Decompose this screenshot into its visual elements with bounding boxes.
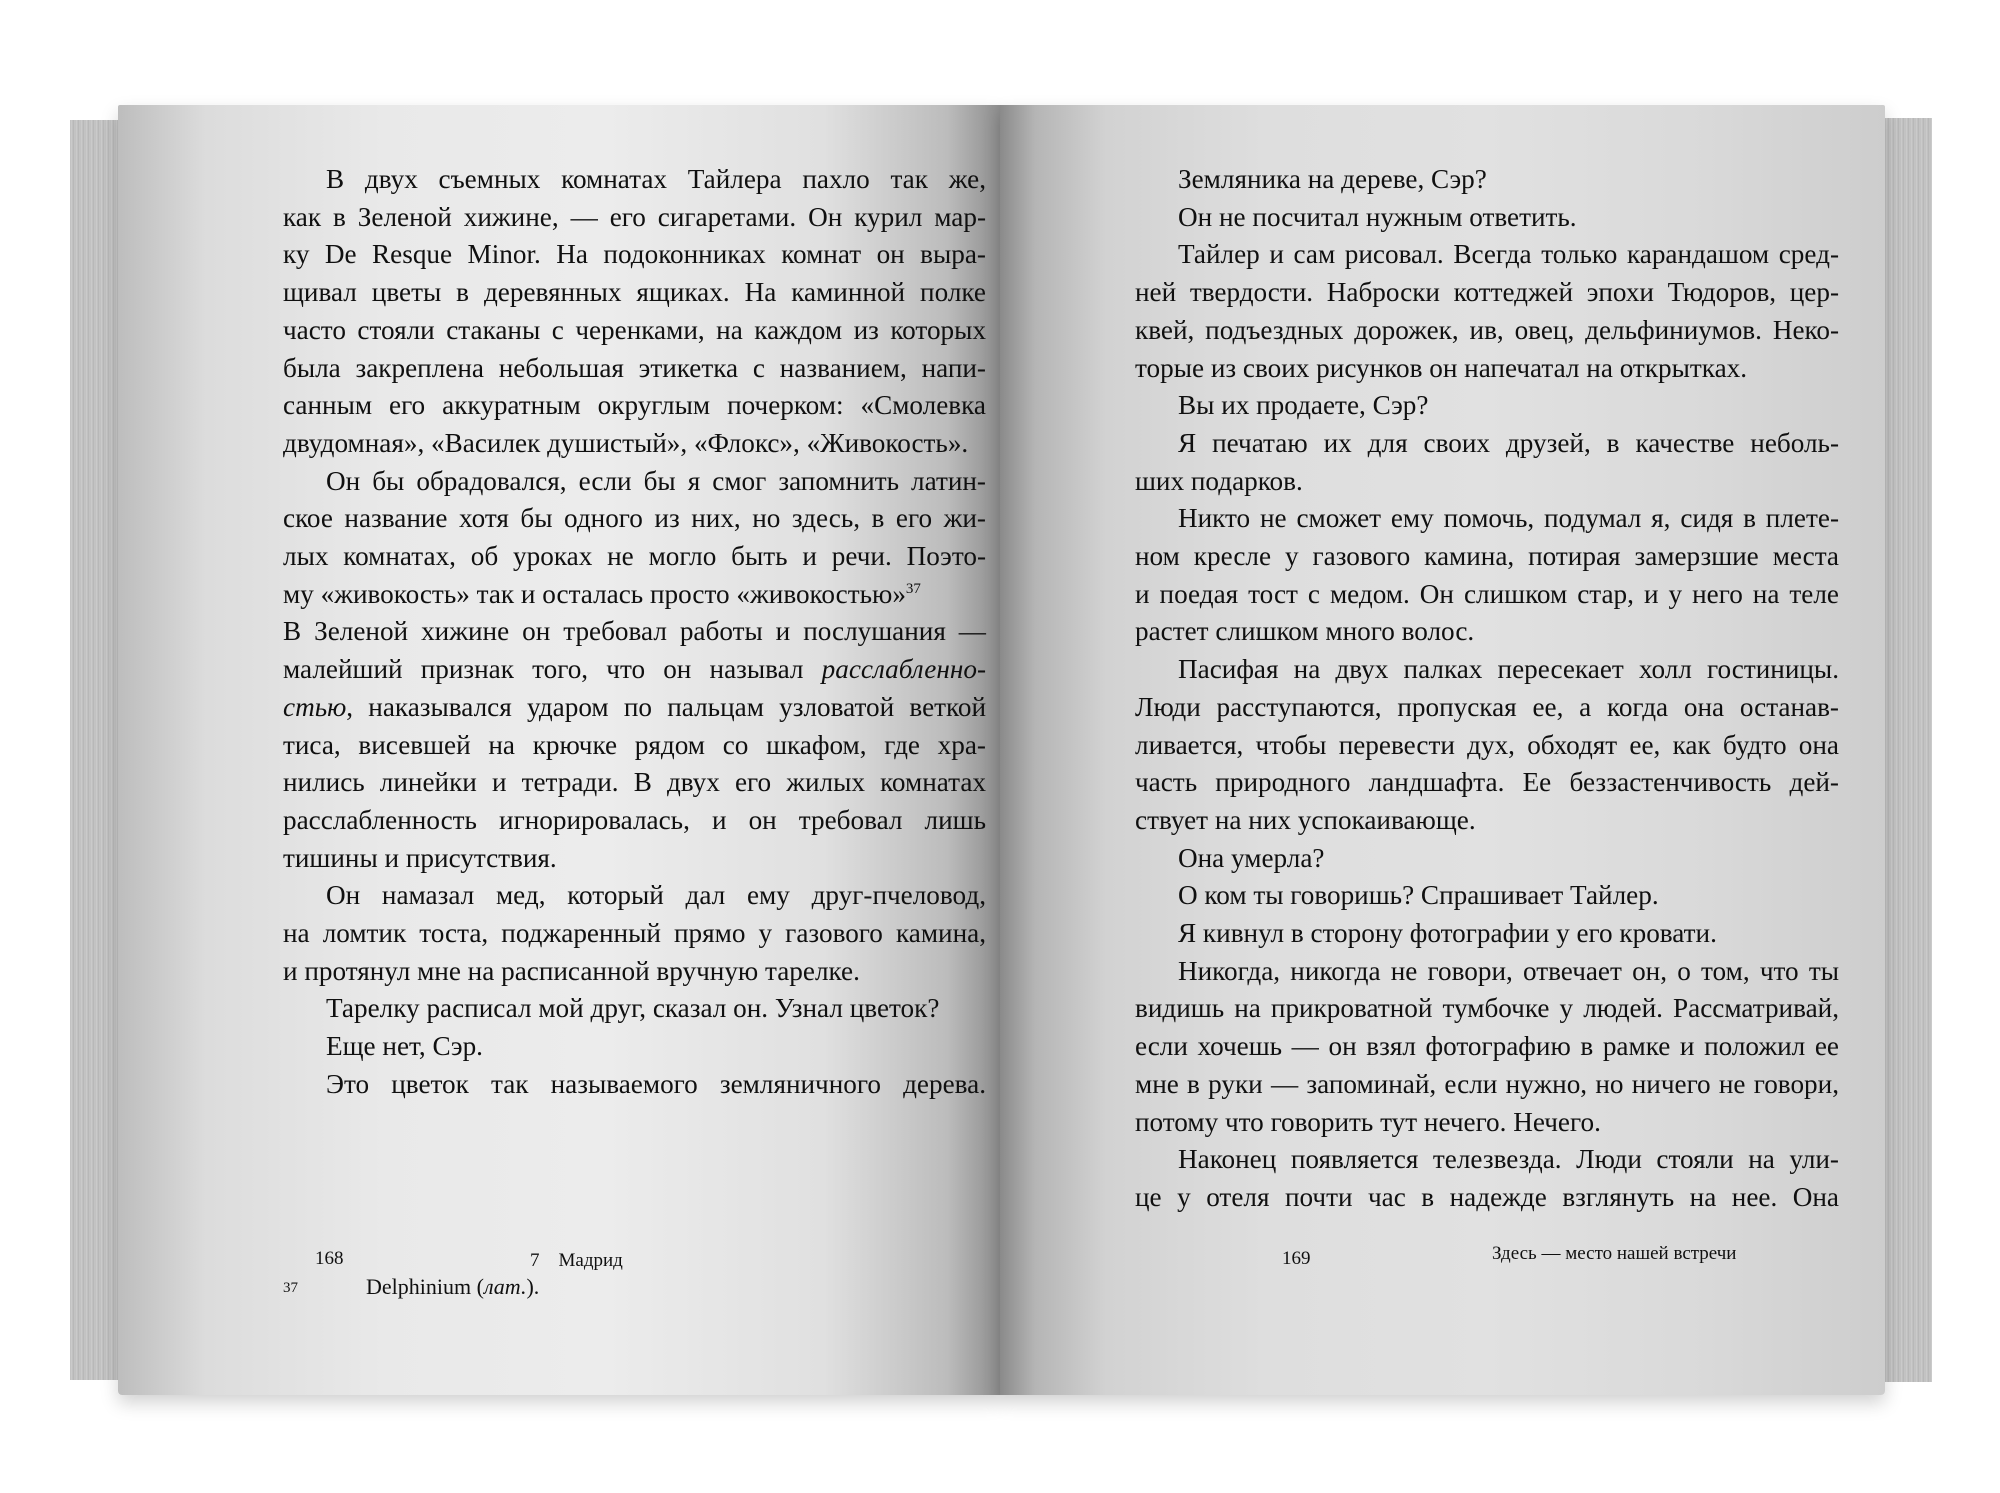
text-line: нились линейки и тетради. В двух его жилых комнатах	[283, 767, 986, 798]
text-line: Пасифая на двух палках пересекает холл гостиницы.	[1178, 654, 1839, 685]
text-line: Тарелку расписал мой друг, сказал он. Узнал цветок?	[326, 993, 940, 1024]
text-line: му «живокость» так и осталась просто «живокостью»$^{37}$	[283, 578, 921, 609]
footnote-marker: 37	[905, 580, 921, 597]
text-line: Это цветок так называемого земляничного дерева.	[326, 1068, 986, 1099]
text-line: Никто не сможет ему помочь, подумал я, сидя в плете-	[1178, 503, 1839, 534]
text-line: В Зеленой хижине он требовал работы и послушания —	[283, 616, 986, 647]
text-line: Я печатаю их для своих друзей, в качестве неболь-	[1178, 427, 1839, 458]
text-line: Он не посчитал нужным ответить.	[1178, 201, 1577, 232]
text-line: и протянул мне на расписанной вручную тарелке.	[283, 955, 860, 986]
text-line: была закреплена небольшая этикетка с названием, напи-	[283, 352, 986, 383]
text-line: ствует на них успокаивающе.	[1135, 804, 1476, 835]
text-line: расслабленность игнорировалась, и он требовал лишь	[283, 804, 986, 835]
text-line: В двух съемных комнатах Тайлера пахло так же,	[326, 164, 986, 194]
text-line: ку De Resque Minor. На подоконниках комнат он выра-	[283, 239, 986, 270]
footnote-number: 37	[283, 1280, 298, 1296]
text-line: це у отеля почти час в надежде взглянуть на нее. Она	[1135, 1181, 1839, 1212]
text-line: ское название хотя бы одного из них, но здесь, в его жи-	[283, 503, 986, 534]
text-line: Он бы обрадовался, если бы я смог запомнить латин-	[326, 465, 986, 496]
text-line: как в Зеленой хижине, — его сигаретами. Он курил мар-	[283, 201, 986, 232]
left-page	[118, 105, 1000, 1395]
text-line: Вы их продаете, Сэр?	[1178, 390, 1429, 421]
text-line: и поедая тост с медом. Он слишком стар, и у него на теле	[1135, 578, 1839, 609]
text-line: санным его аккуратным округлым почерком: «Смолевка	[283, 390, 986, 421]
text-line: тиса, висевшей на крючке рядом со шкафом, где хра-	[283, 729, 986, 760]
text-line: ливается, чтобы перевести дух, обходят ее, как будто она	[1135, 729, 1839, 760]
text-line: Люди расступаются, пропуская ее, а когда она останав-	[1135, 691, 1839, 722]
text-line: Никогда, никогда не говори, отвечает он, о том, что ты	[1178, 955, 1839, 986]
text-line: потому что говорить тут нечего. Нечего.	[1135, 1106, 1601, 1137]
running-head-title: Здесь — место нашей встречи	[1492, 1243, 1737, 1264]
italic-fragment: расслабленно-	[821, 654, 986, 685]
text-line: видишь на прикроватной тумбочке у людей. Рассматривай,	[1135, 993, 1839, 1024]
text-line: двудомная», «Василек душистый», «Флокс», «Живокость».	[283, 427, 969, 458]
right-page	[1000, 105, 1885, 1395]
page-edges-right	[1880, 118, 1932, 1382]
text-line: растет слишком много волос.	[1135, 616, 1475, 647]
text-line: лых комнатах, об уроках не могло быть и речи. Поэто-	[283, 541, 986, 571]
text-line: тишины и присутствия.	[283, 842, 557, 873]
text-line: Она умерла?	[1178, 842, 1325, 873]
text-line: на ломтик тоста, поджаренный прямо у газового камина,	[283, 918, 986, 948]
text-line: Он намазал мед, который дал ему друг-пчеловод,	[326, 880, 986, 911]
running-head-chapter: 7 Мадрид	[530, 1250, 623, 1271]
text-line: О ком ты говоришь? Спрашивает Тайлер.	[1178, 880, 1659, 911]
text-line: если хочешь — он взял фотографию в рамке и положил ее	[1135, 1031, 1839, 1062]
text-line: торые из своих рисунков он напечатал на открытках.	[1135, 352, 1748, 383]
text-line: Тайлер и сам рисовал. Всегда только карандашом сред-	[1178, 239, 1839, 270]
text-line: ней твердости. Наброски коттеджей эпохи Тюдоров, цер-	[1135, 277, 1839, 308]
text-line: часть природного ландшафта. Ее беззастенчивость дей-	[1135, 767, 1839, 798]
text-line: стью, наказывался ударом по пальцам узловатой веткой	[283, 691, 986, 722]
text-line: малейший признак того, что он называл расслабленно-	[283, 654, 986, 685]
text-line: квей, подъездных дорожек, ив, овец, дельфиниумов. Неко-	[1135, 314, 1839, 345]
text-line: ном кресле у газового камина, потирая замерзшие места	[1135, 541, 1839, 571]
italic-fragment: стью	[283, 691, 347, 722]
page-number-left: 168	[315, 1248, 344, 1269]
text-line: Я кивнул в сторону фотографии у его кровати.	[1178, 918, 1717, 948]
text-line: Еще нет, Сэр.	[326, 1031, 483, 1062]
text-line: мне в руки — запоминай, если нужно, но ничего не говори,	[1135, 1068, 1839, 1099]
text-line: Наконец появляется телезвезда. Люди стояли на ули-	[1178, 1144, 1839, 1175]
text-line: ших подарков.	[1135, 465, 1303, 496]
text-line: часто стояли стаканы с черенками, на каждом из которых	[283, 314, 986, 345]
page-number-right: 169	[1282, 1248, 1311, 1269]
text-line: Земляника на дереве, Сэр?	[1178, 164, 1487, 194]
footnote-text: Delphinium (лат.).	[366, 1274, 540, 1299]
text-line: щивал цветы в деревянных ящиках. На каминной полке	[283, 277, 986, 308]
